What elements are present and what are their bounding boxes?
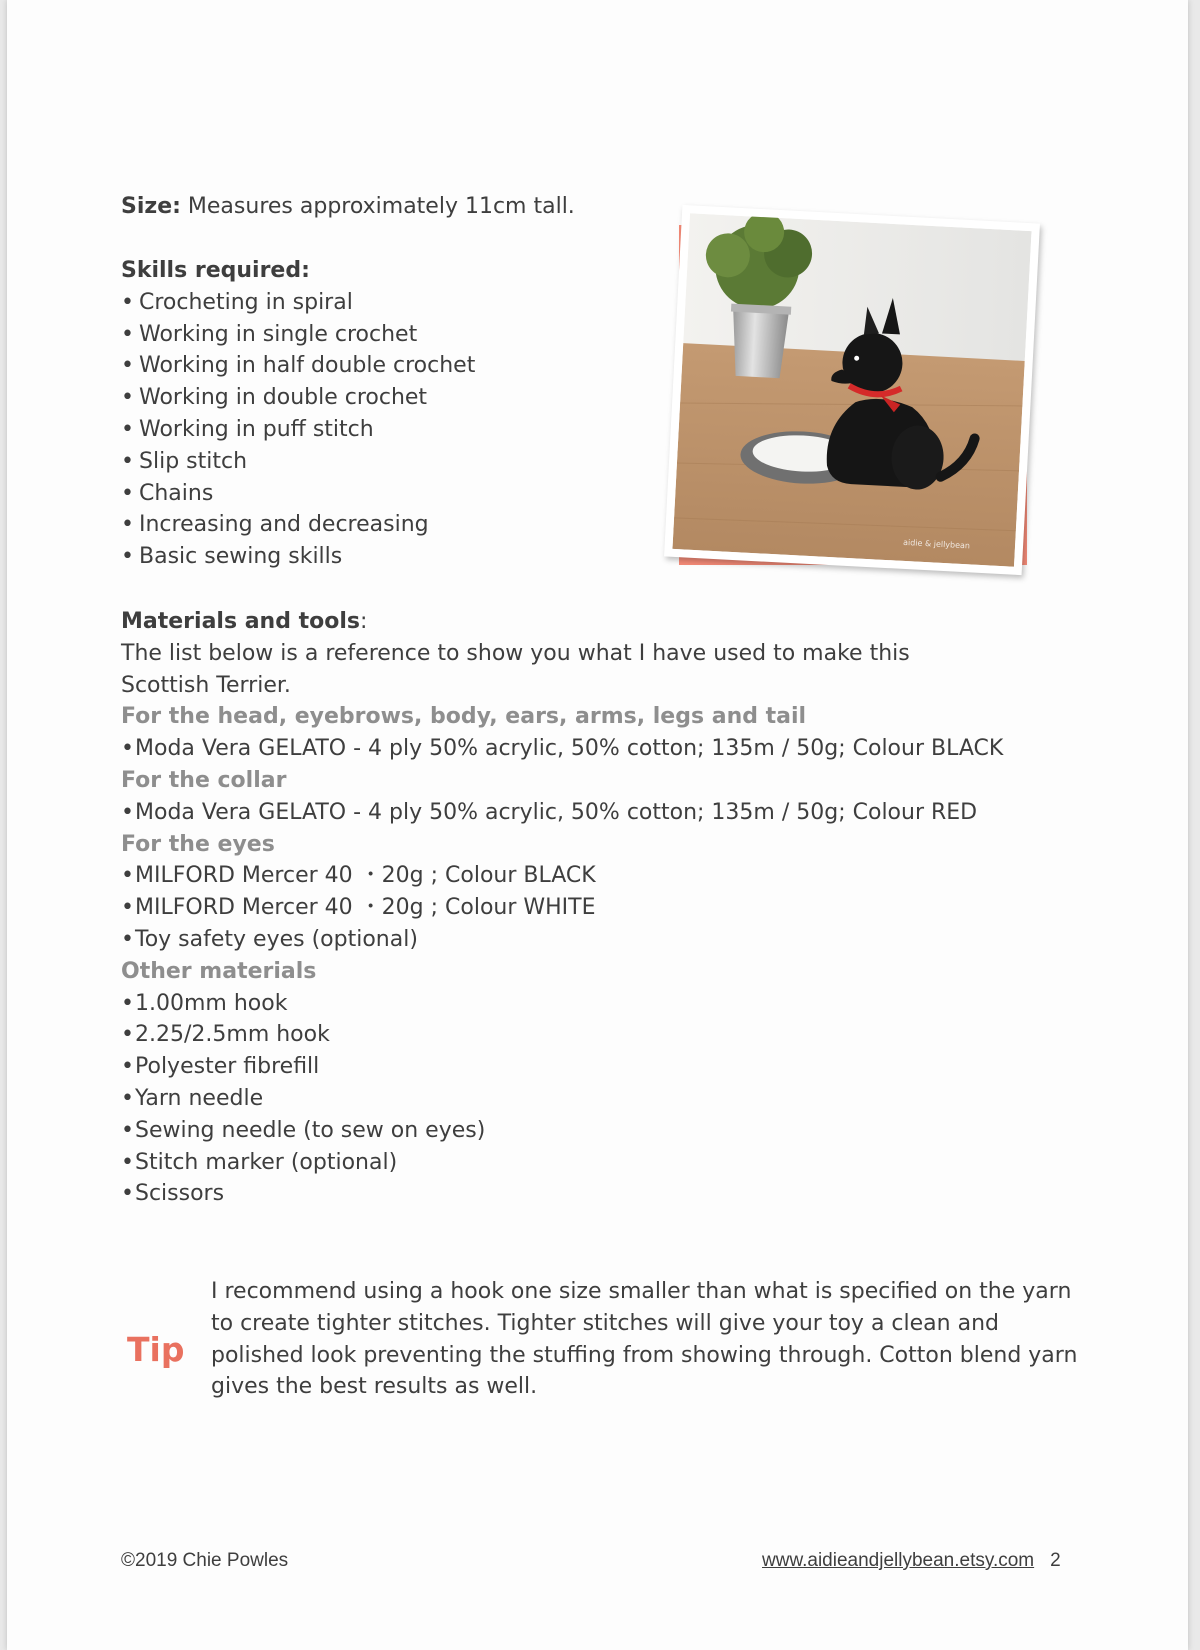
list-item: • 1.00mm hook (121, 988, 971, 1020)
list-item: • Slip stitch (121, 446, 475, 478)
materials-intro: The list below is a reference to show you what I have used to make this Scottish Terrier. (121, 640, 910, 698)
list-item: • Working in double crochet (121, 382, 475, 414)
list-item: • Moda Vera GELATO - 4 ply 50% acrylic, 50% cotton; 135m / 50g; Colour BLACK (121, 733, 971, 765)
list-item: • Working in half double crochet (121, 350, 475, 382)
skills-heading: Skills required: (121, 258, 310, 283)
materials-subheading: For the collar (121, 767, 287, 793)
skills-section (121, 255, 475, 573)
list-item: • Chains (121, 478, 475, 510)
photo-watermark: aidie & jellybean (902, 537, 971, 551)
materials-list (121, 797, 978, 829)
list-item: • Polyester fibrefill (121, 1051, 971, 1083)
copyright: ©2019 Chie Powles (121, 1550, 289, 1571)
list-item: • Increasing and decreasing (121, 509, 475, 541)
list-item: • MILFORD Mercer 40 ・20g ; Colour WHITE (121, 892, 971, 924)
page-number: 2 (1050, 1550, 1061, 1571)
list-item: • Crocheting in spiral (121, 287, 475, 319)
list-item: • MILFORD Mercer 40 ・20g ; Colour BLACK (121, 860, 971, 892)
materials-list (121, 733, 1004, 765)
website-link[interactable]: www.aidieandjellybean.etsy.com (762, 1550, 1035, 1571)
list-item: • Sewing needle (to sew on eyes) (121, 1115, 971, 1147)
materials-subheading: For the eyes (121, 831, 275, 857)
footer-right (762, 1550, 1061, 1572)
tip-label: Tip (127, 1330, 185, 1369)
list-item: • Working in puff stitch (121, 414, 475, 446)
list-item: • Scissors (121, 1178, 971, 1210)
list-item: • Working in single crochet (121, 319, 475, 351)
list-item: • Basic sewing skills (121, 541, 475, 573)
list-item: • Moda Vera GELATO - 4 ply 50% acrylic, 50% cotton; 135m / 50g; Colour RED (121, 797, 971, 829)
document-page (7, 0, 1188, 1650)
photo-image (672, 213, 1031, 566)
size-text: Measures approximately 11cm tall. (180, 194, 575, 219)
materials-list (121, 860, 971, 955)
tip-text: I recommend using a hook one size smaller than what is specified on the yarn to create tighter stitches. Tighter stitches will give your toy a clean and polished look preventing the stuffing from showing through. Cotton blend yarn gives the best results as well. (211, 1279, 1078, 1400)
materials-section (121, 606, 1004, 1210)
list-item: • Yarn needle (121, 1083, 971, 1115)
materials-heading-colon: : (360, 609, 368, 634)
list-item: • 2.25/2.5mm hook (121, 1019, 971, 1051)
materials-subheading: For the head, eyebrows, body, ears, arms, legs and tail (121, 704, 807, 730)
list-item: • Toy safety eyes (optional) (121, 924, 971, 956)
size-label: Size: (121, 194, 181, 219)
scottie-dog-photo (664, 205, 1040, 575)
materials-heading: Materials and tools (121, 609, 361, 634)
skills-list (121, 287, 475, 573)
list-item: • Stitch marker (optional) (121, 1147, 971, 1179)
materials-list (121, 988, 971, 1211)
materials-subheading: Other materials (121, 958, 317, 984)
size-line (121, 191, 575, 223)
